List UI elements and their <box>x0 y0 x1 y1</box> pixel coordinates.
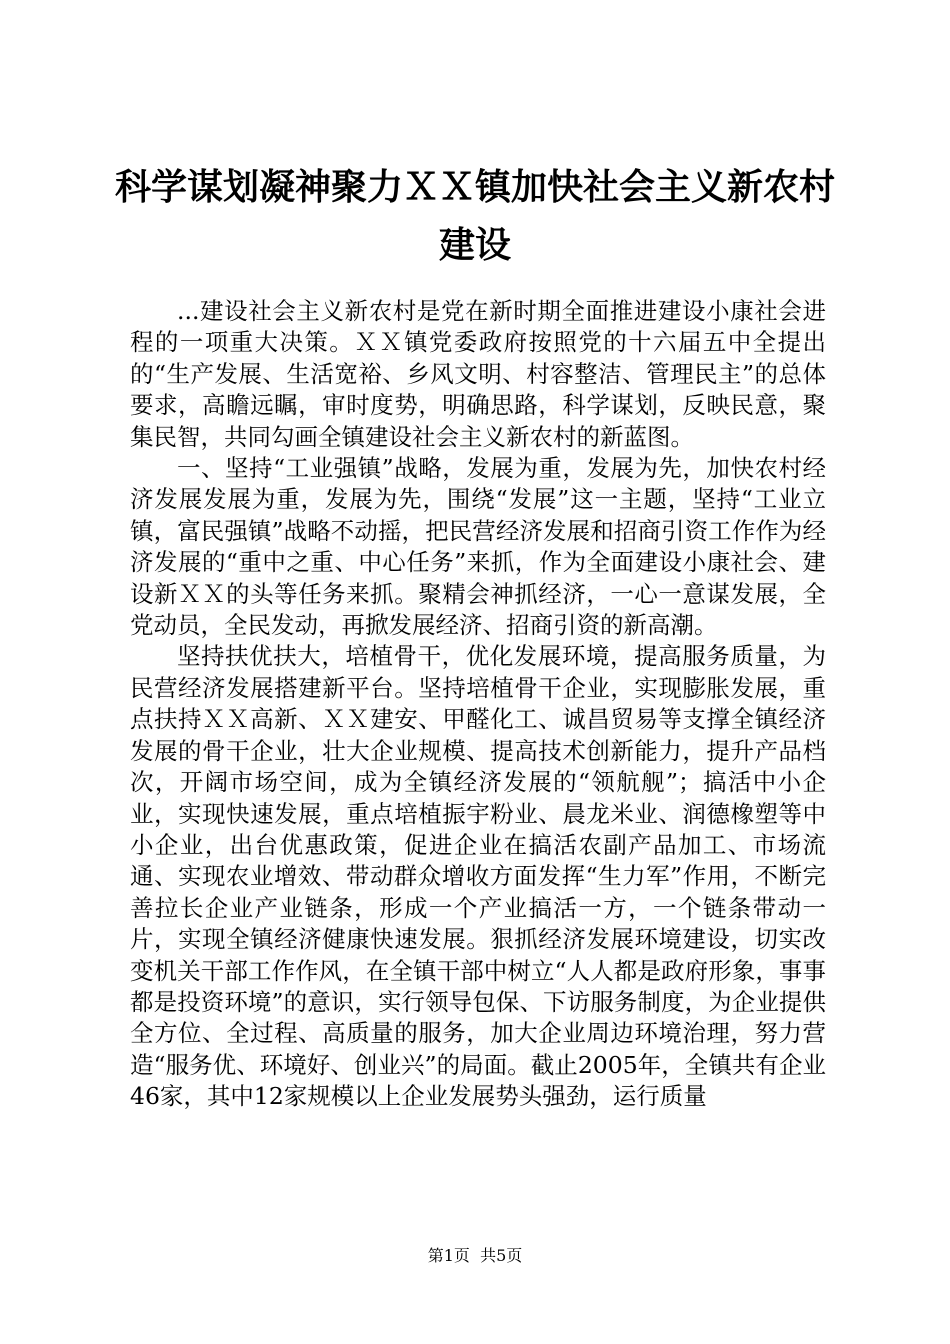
document-body <box>130 296 826 1113</box>
document-title: 科学谋划凝神聚力ＸＸ镇加快社会主义新农村建设 <box>114 166 835 266</box>
paragraph-support-enterprises: 坚持扶优扶大，培植骨干，优化发展环境，提高服务质量，为民营经济发展搭建新平台。坚持培植骨干企业，实现膨胀发展，重点扶持ＸＸ高新、ＸＸ建安、甲醛化工、诚昌贸易等支撑全镇经济发展的骨干企业，壮大企业规模、提高技术创新能力，提升产品档次，开阔市场空间，成为全镇经济发展的“领航舰”；搞活中小企业，实现快速发展，重点培植振宇粉业、晨龙米业、润德橡塑等中小企业，出台优惠政策，促进企业在搞活农副产品加工、市场流通、实现农业增效、带动群众增收方面发挥“生力军”作用，不断完善拉长企业产业链条，形成一个产业搞活一方，一个链条带动一片，实现全镇经济健康快速发展。狠抓经济发展环境建设，切实改变机关干部工作作风，在全镇干部中树立“人人都是政府形象，事事都是投资环境”的意识，实行领导包保、下访服务制度，为企业提供全方位、全过程、高质量的服务，加大企业周边环境治理，努力营造“服务优、环境好、创业兴”的局面。截止2005年，全镇共有企业46家，其中12家规模以上企业发展势头强劲，运行质量 <box>130 642 826 1111</box>
page-footer: 第1页 共5页 <box>427 1246 523 1265</box>
paragraph-intro: ...建设社会主义新农村是党在新时期全面推进建设小康社会进程的一项重大决策。ＸＸ镇党委政府按照党的十六届五中全提出的“生产发展、生活宽裕、乡风文明、村容整洁、管理民主”的总体要求，高瞻远瞩，审时度势，明确思路，科学谋划，反映民意，聚集民智，共同勾画全镇建设社会主义新农村的新蓝图。 <box>130 297 826 451</box>
paragraph-section-one: 一、坚持“工业强镇”战略，发展为重，发展为先，加快农村经济发展发展为重，发展为先，围绕“发展”这一主题，坚持“工业立镇，富民强镇”战略不动摇，把民营经济发展和招商引资工作作为经济发展的“重中之重、中心任务”来抓，作为全面建设小康社会、建设新ＸＸ的头等任务来抓。聚精会神抓经济，一心一意谋发展，全党动员，全民发动，再掀发展经济、招商引资的新高潮。 <box>130 454 826 640</box>
